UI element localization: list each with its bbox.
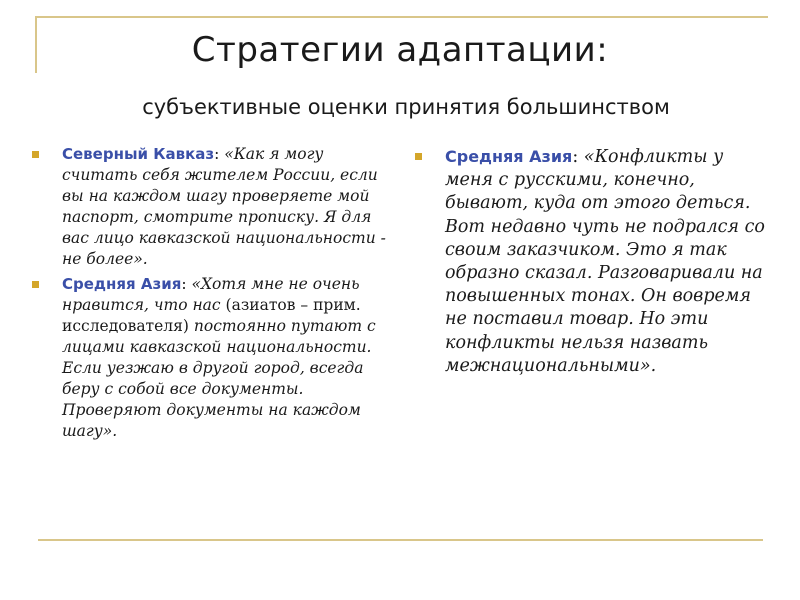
left-column — [32, 144, 392, 442]
list-item-central-asia — [32, 274, 392, 442]
slide-subtitle: субъективные оценки принятия большинством — [142, 95, 670, 119]
right-column — [415, 145, 770, 378]
decorative-top-line — [35, 16, 768, 18]
bullet-icon — [415, 153, 422, 160]
slide-title: Стратегии адаптации: — [191, 30, 609, 70]
region-label: Северный Кавказ — [62, 145, 215, 163]
researcher-note: (азиатов – прим. исследователя) — [62, 296, 361, 335]
bullet-icon — [32, 151, 39, 158]
region-label: Средняя Азия — [62, 275, 182, 293]
separator: : — [572, 147, 584, 167]
list-item-central-asia-2 — [415, 145, 770, 378]
decorative-bottom-line — [38, 539, 763, 541]
list-item-north-caucasus — [32, 144, 392, 270]
quote-text-part2: постоянно путают с лицами кавказской национальности. Если уезжаю в другой город, всегда беру с собой все документы. Проверяют документы на каждом шагу». — [62, 317, 376, 440]
region-label: Средняя Азия — [445, 147, 573, 166]
separator: : — [181, 275, 192, 293]
quote-text: «Конфликты у меня с русскими, конечно, бывают, куда от этого деться. Вот недавно чуть не подрался со своим заказчиком. Это я так образно сказал. Разговаривали на повышенных тонах. Он вовремя не поставил товар. Но эти конфликты нельзя назвать межнациональными». — [445, 147, 765, 376]
separator: : — [214, 145, 225, 163]
quote-text-part1: «Хотя мне не очень нравится, что нас — [62, 275, 360, 314]
bullet-icon — [32, 281, 39, 288]
quote-text: «Как я могу считать себя жителем России, если вы на каждом шагу проверяете мой паспорт, смотрите прописку. Я для вас лицо кавказской национальности - не более». — [62, 145, 386, 268]
